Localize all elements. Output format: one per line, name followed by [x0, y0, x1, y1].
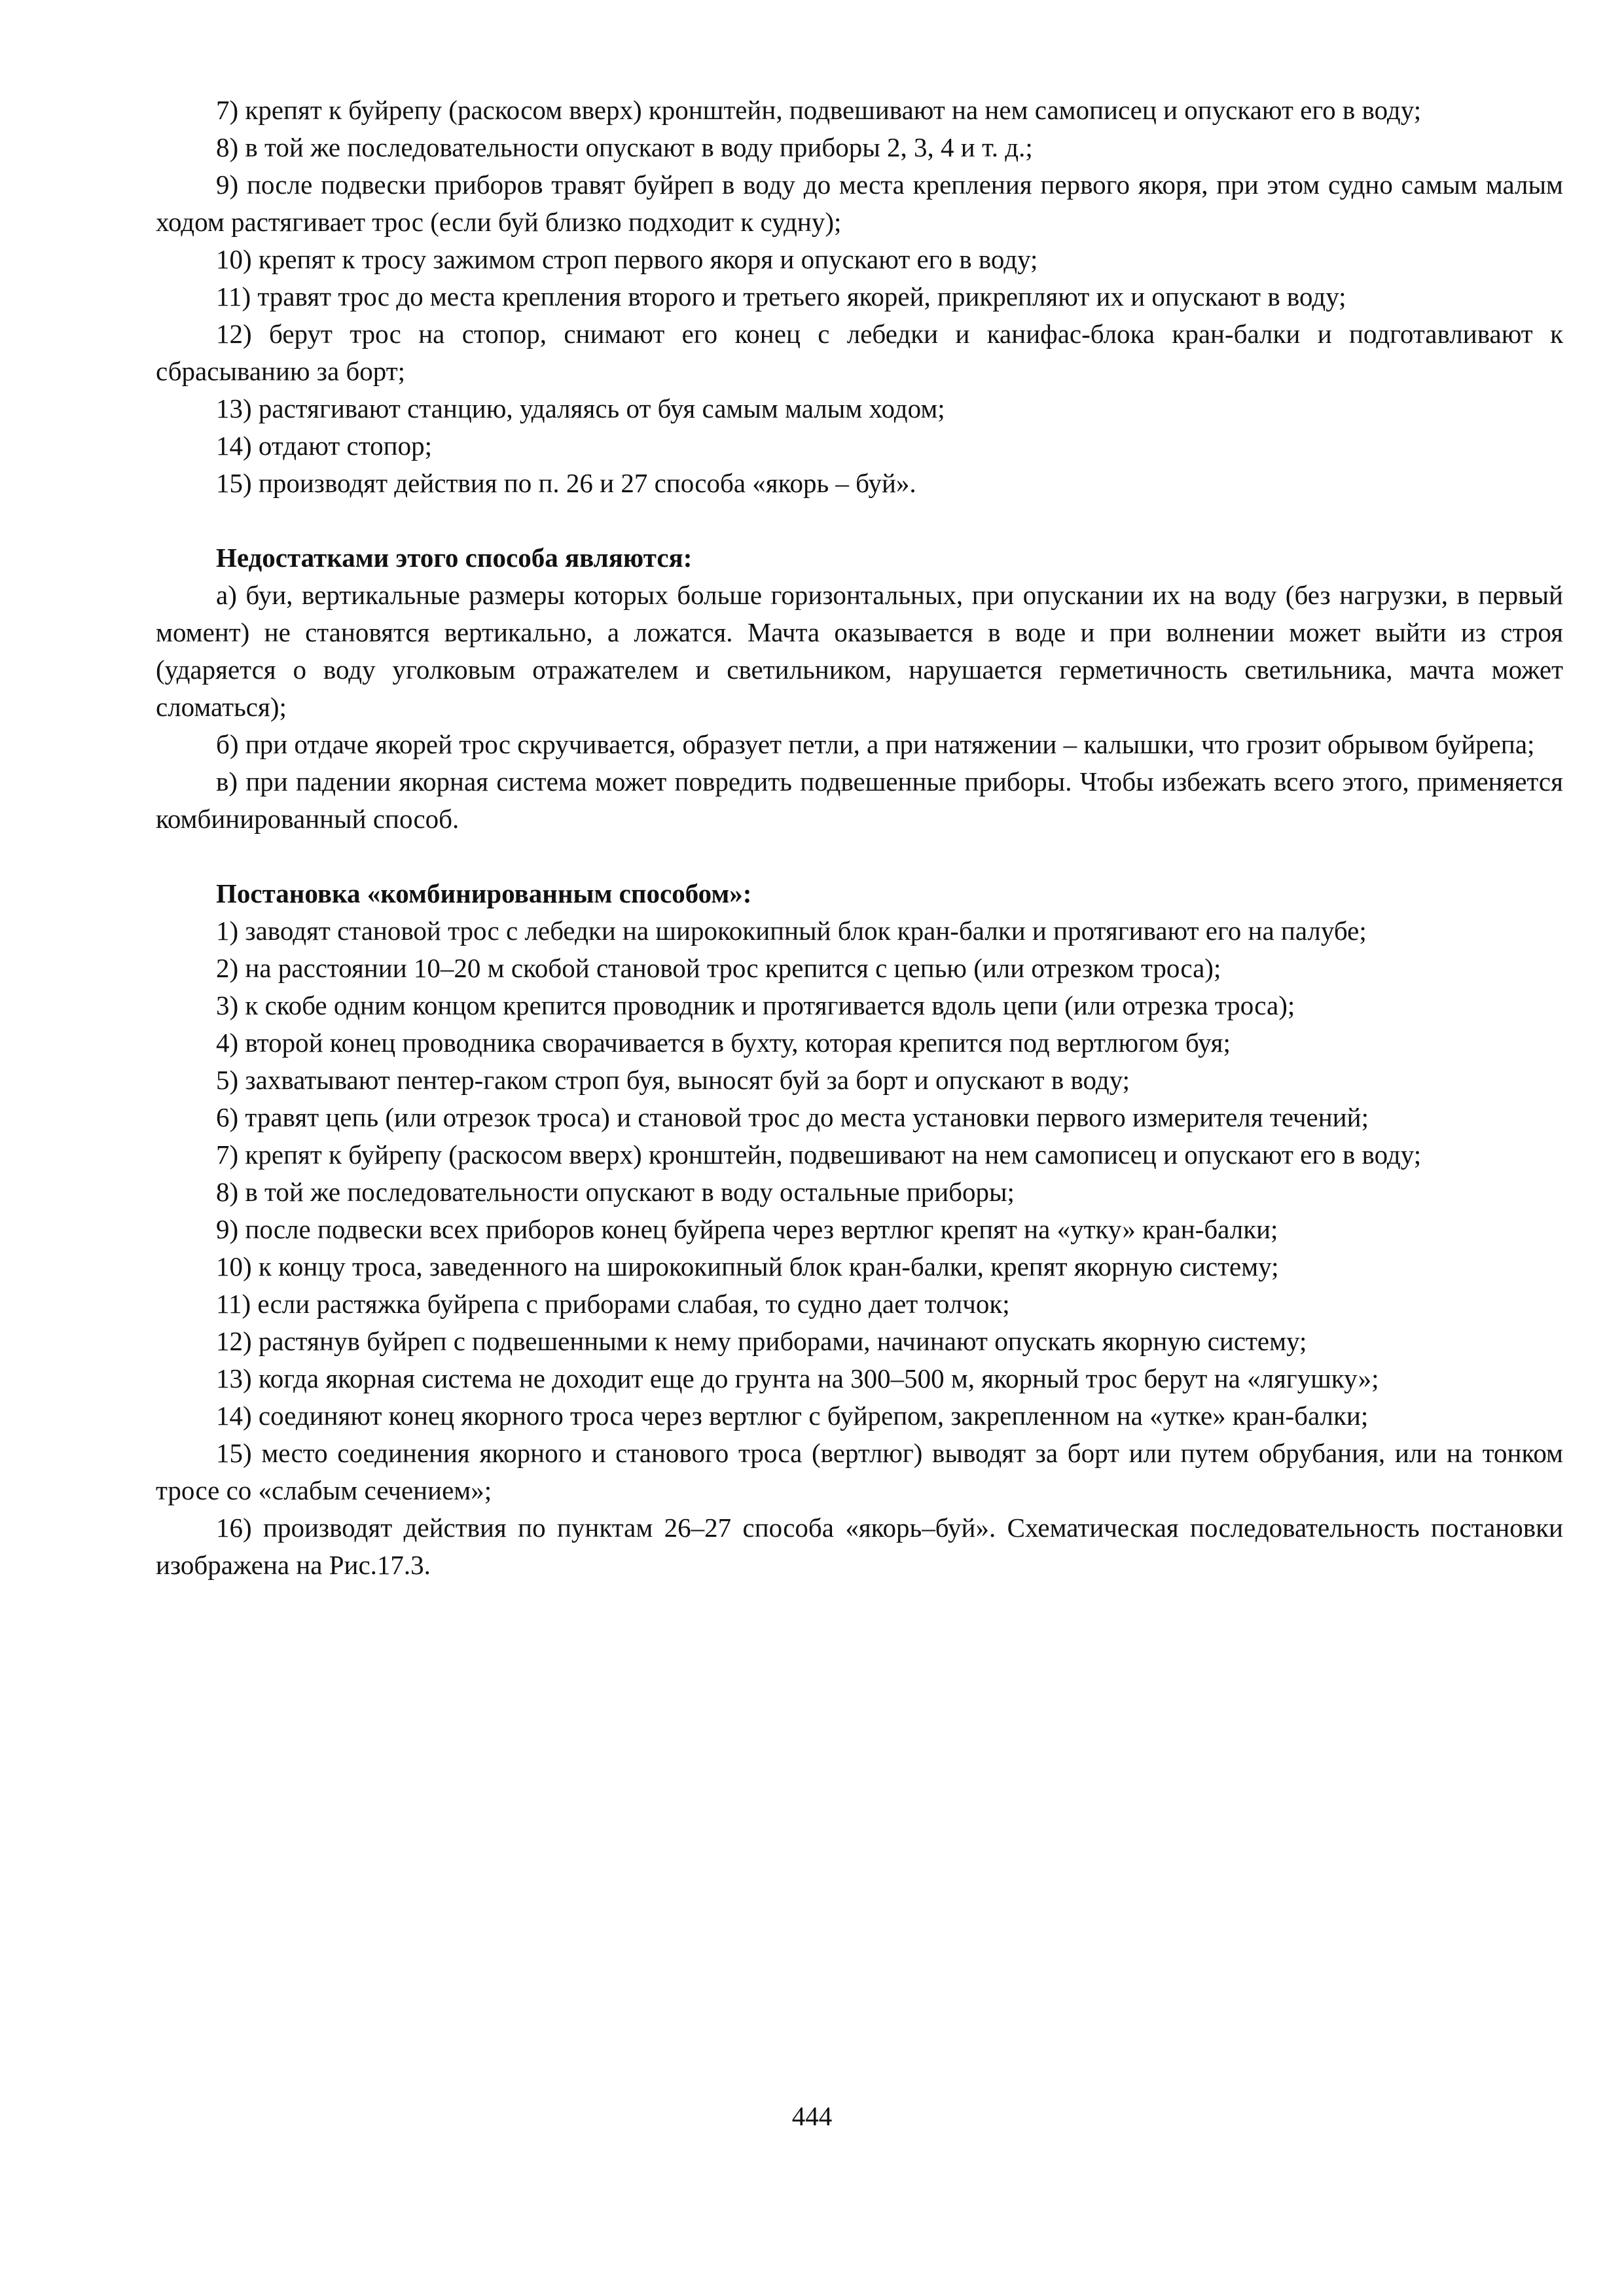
list-item: 14) соединяют конец якорного троса через вертлюг с буйрепом, закрепленном на «утке» кран-балки; [216, 1401, 1369, 1431]
list-item: 9) после подвески приборов травят буйреп в воду до места крепления первого якоря, при этом судно самым малым ходом растягивает трос (если буй близко подходит к судну); [156, 170, 1563, 237]
list-item: 8) в той же последовательности опускают в воду приборы 2, 3, 4 и т. д.; [216, 132, 1033, 162]
list-item: 11) если растяжка буйрепа с приборами слабая, то судно дает толчок; [216, 1289, 1010, 1319]
list-item: 10) крепят к тросу зажимом строп первого якоря и опускают его в воду; [216, 244, 1038, 274]
list-item: 13) растягивают станцию, удаляясь от буя самым малым ходом; [216, 393, 945, 423]
list-item: 7) крепят к буйрепу (раскосом вверх) кронштейн, подвешивают на нем самописец и опускают его в воду; [216, 95, 1422, 125]
list-item: 16) производят действия по пунктам 26–27 способа «якорь–буй». Схематическая последовательность постановки изображена на Рис.17.3. [156, 1513, 1563, 1580]
list-item: 15) место соединения якорного и станового троса (вертлюг) выводят за борт или путем обрубания, или на тонком тросе со «слабым сечением»; [156, 1438, 1563, 1505]
list-item: 13) когда якорная система не доходит еще до грунта на 300–500 м, якорный трос берут на «лягушку»; [216, 1363, 1379, 1393]
section-heading-disadvantages: Недостатками этого способа являются: [216, 543, 693, 573]
list-item: 1) заводят становой трос с лебедки на ширококипный блок кран-балки и протягивают его на палубе; [216, 916, 1367, 946]
list-item: 15) производят действия по п. 26 и 27 способа «якорь – буй». [216, 468, 916, 498]
list-item: 12) растянув буйреп с подвешенными к нему приборами, начинают опускать якорную систему; [216, 1326, 1307, 1356]
list-item: 9) после подвески всех приборов конец буйрепа через вертлюг крепят на «утку» кран-балки; [216, 1214, 1278, 1244]
list-item: 11) травят трос до места крепления второго и третьего якорей, прикрепляют их и опускают в воду; [216, 281, 1346, 312]
page-number: 444 [791, 2101, 833, 2131]
list-item: 14) отдают стопор; [216, 431, 432, 461]
list-item: 4) второй конец проводника сворачивается в бухту, которая крепится под вертлюгом буя; [216, 1028, 1231, 1058]
list-item: 10) к концу троса, заведенного на ширококипный блок кран-балки, крепят якорную систему; [216, 1251, 1279, 1282]
list-item: 2) на расстоянии 10–20 м скобой становой трос крепится с цепью (или отрезком троса); [216, 953, 1221, 983]
list-item: б) при отдаче якорей трос скручивается, образует петли, а при натяжении – калышки, что грозит обрывом буйрепа; [216, 729, 1535, 759]
list-item: 5) захватывают пентер-гаком строп буя, выносят буй за борт и опускают в воду; [216, 1065, 1130, 1095]
section-heading-combined: Постановка «комбинированным способом»: [216, 878, 752, 908]
list-item: 12) берут трос на стопор, снимают его конец с лебедки и канифас-блока кран-балки и подготавливают к сбрасыванию за борт; [156, 319, 1563, 386]
list-item: а) буи, вертикальные размеры которых больше горизонтальных, при опускании их на воду (без нагрузки, в первый момент) не становятся вертикально, а ложатся. Мачта оказывается в воде и при волнении может выйти из строя (ударяется о воду уголковым отражателем и светильником, нарушается герметичность светильника, мачта может сломаться); [156, 580, 1563, 722]
list-item: 3) к скобе одним концом крепится проводник и протягивается вдоль цепи (или отрезка троса); [216, 990, 1295, 1020]
list-item: 6) травят цепь (или отрезок троса) и становой трос до места установки первого измерителя течений; [216, 1102, 1369, 1132]
list-item: 7) крепят к буйрепу (раскосом вверх) кронштейн, подвешивают на нем самописец и опускают его в воду; [216, 1139, 1422, 1170]
list-item: 8) в той же последовательности опускают в воду остальные приборы; [216, 1177, 1015, 1207]
list-item: в) при падении якорная система может повредить подвешенные приборы. Чтобы избежать всего этого, применяется комбинированный способ. [156, 766, 1563, 834]
document-page [156, 92, 1563, 1584]
